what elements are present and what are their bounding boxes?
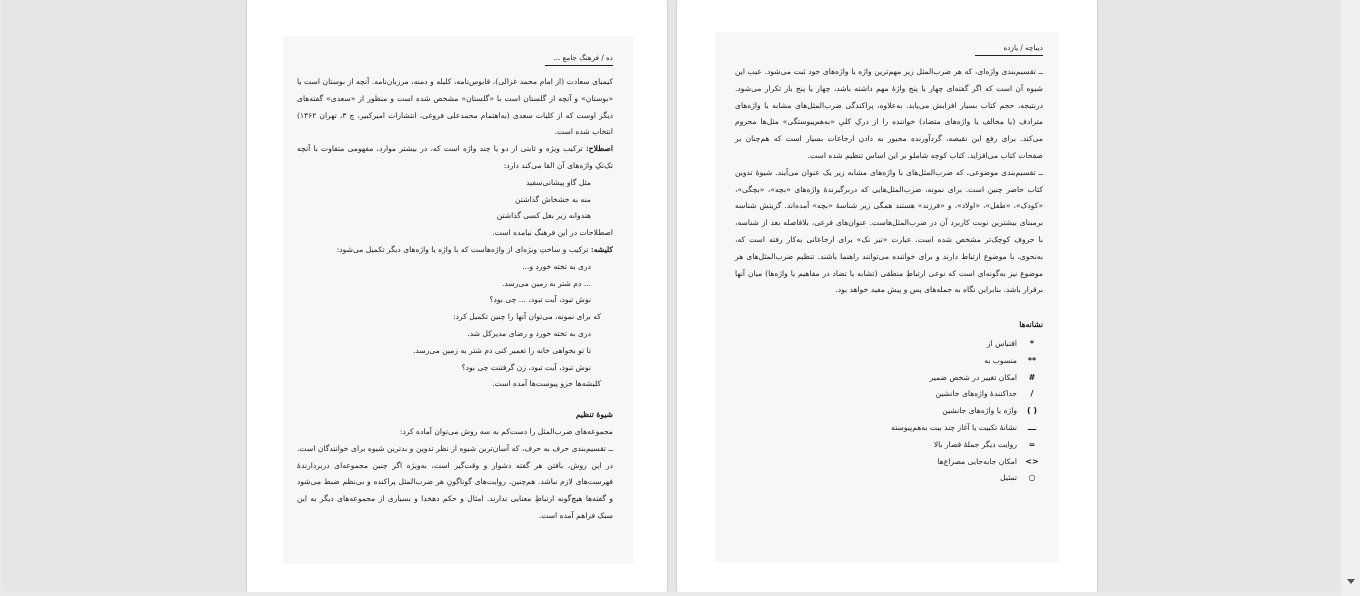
term-label: اصطلاح: (585, 144, 613, 154)
symbol-glyph: <> (1025, 456, 1039, 466)
example-line: ... دم شتر به زمین می‌رسد. (501, 278, 591, 288)
symbol-row (735, 470, 1043, 487)
symbol-label: امکان جابه‌جایی مصراع‌ها (937, 456, 1017, 466)
symbol-row (735, 420, 1043, 437)
symbol-glyph: # (1028, 372, 1036, 382)
definition-klishe (297, 242, 613, 259)
paragraph: ــ تقسیم‌بندی واژه‌ای، که هر ضرب‌المثل زیر مهم‌ترین واژه یا واژه‌های خود ثبت می‌شود. عیب این شیوه آن است که اگر گفته‌ای چهار یا پنج واژهٔ مهم داشته باشد، چهار یا پنج بار تکرار می‌شود. درنتیجه، حجم کتاب بسیار افزایش می‌یابد. به‌علاوه، پراکندگی ضرب‌المثل‌های مشابه یا واژه‌های مترادف (یا مخالف یا واژه‌های متضاد) خواننده را از درکِ کلیِ «به‌هم‌پیوستگی» مثل‌ها محروم می‌کند. برای رفع این نقیصه، گردآورنده مجبور به دادن ارجاعات بسیار است که هم‌چنان بر صفحات کتاب می‌افزاید. کتاب کوچه شاملو بر این اساس تنظیم شده است. (735, 67, 1043, 160)
example-line: هندوانه زیر بغل کسی گذاشتن (496, 211, 591, 221)
symbol-label: امکان تغییر در شخص ضمیر (929, 372, 1017, 382)
symbol-label: روایت دیگر جملهٔ قصار بالا (933, 439, 1017, 449)
symbol-row (735, 336, 1043, 353)
symbol-label: نشانهٔ تکبیت یا آغاز چند بیت به‌هم‌پیوسته (891, 422, 1017, 432)
symbol-row (735, 403, 1043, 420)
symbol-glyph: / (1030, 389, 1034, 399)
page-left (247, 0, 667, 592)
example-line: تا تو بخواهی خانه را تعمیر کنی دم شتر به زمین می‌رسد. (413, 345, 591, 355)
symbol-glyph: ○ (1028, 473, 1036, 483)
paragraph: مجموعه‌های ضرب‌المثل را دست‌کم به سه روش می‌توان آماده کرد: (399, 426, 613, 436)
symbol-row (735, 386, 1043, 403)
symbol-label: جداکنندهٔ واژه‌های جانشین (935, 389, 1017, 399)
document-viewer[interactable] (2, 0, 1340, 592)
example-line: مثل گاو پیشانی‌سفید (526, 177, 591, 187)
symbol-label: واژه یا واژه‌های جانشین (942, 406, 1017, 416)
symbol-glyph: ** (1027, 355, 1037, 365)
symbol-row (735, 353, 1043, 370)
section-heading: شیوهٔ تنظیم (575, 410, 613, 420)
symbol-glyph: = (1028, 439, 1036, 449)
example-line: که برای نمونه، می‌توان آنها را چنین تکمیل کرد: (453, 312, 601, 322)
symbol-glyph: * (1029, 338, 1035, 348)
symbol-label: منسوب به (984, 355, 1017, 365)
symbol-row (735, 437, 1043, 454)
paragraph: ــ تقسیم‌بندی حرف به حرف، که آسان‌ترین شیوه از نظر تدوین و بدترین شیوه برای خوانندگان است. در این روش، یافتن هر گفته دشوار و وقت‌گیر است، به‌ویژه اگر چنین مجموعه‌ای دربردارندهٔ فهرست‌های لازم نباشد. هم‌چنین، روایت‌های گوناگونِ هر ضرب‌المثل پراکنده و بی‌نظم ضبط می‌شود و گفته‌ها هیچ‌گونه ارتباطِ معنایی ندارند. امثال و حکم دهخدا و بسیاری از مجموعه‌های دیگر به این سبک فراهم آمده است. (297, 443, 613, 520)
symbol-row (735, 370, 1043, 387)
symbol-label: اقتباس از (986, 338, 1017, 348)
example-line: دری به تخته خورد و... (522, 261, 591, 271)
scroll-down-arrow-icon[interactable] (1347, 579, 1355, 584)
page-right (677, 0, 1097, 592)
example-line: دری به تخته خورد و رضای مدیرکل شد. (467, 328, 591, 338)
example-line: نوش تبود، آیت تبود، ... چی بود؟ (489, 295, 591, 305)
term-text: ترکیب ویژه و ثابتی از دو یا چند واژه است که، در بیشتر موارد، مفهومی متفاوت با آنچه تک‌تکِ واژه‌های آن القا می‌کند دارد: (297, 144, 613, 170)
symbol-glyph: ( ) (1026, 406, 1038, 416)
paragraph: کیمیای سعادت (از امام محمد غزالی)، قابوس‌نامه، کلیله و دمنه، مرزبان‌نامه. آنچه از بوستان است یا «بوستان» و آنچه از گلستان است با «گلستان» مشخص شده است و منظور از «سعدی» گفته‌های دیگر اوست که از کلیات سعدی (به‌اهتمام محمدعلی فروغی، انتشارات امیرکبیر، چ ۳، تهران ۱۳۶۲) انتخاب شده است. (297, 77, 613, 137)
vertical-scrollbar[interactable] (1342, 0, 1360, 596)
page-text (735, 40, 1043, 487)
example-line: نوش تبود، آیت تبود، زن گرفتنت چی بود؟ (461, 362, 591, 372)
running-head: ده / فرهنگ جامع ... (545, 52, 613, 66)
term-label: کلیشه: (590, 244, 613, 254)
note-line: اصطلاحات در این فرهنگ نیامده است. (492, 228, 613, 238)
scanned-page-image (283, 36, 633, 564)
paragraph: ــ تقسیم‌بندی موضوعی، که ضرب‌المثل‌های با واژه‌های مشابه زیر یک عنوان می‌آیند. شیوهٔ تدوین کتاب حاضر چنین است. برای نمونه، ضرب‌المثل‌هایی که دربرگیرندهٔ واژه‌های «بچه»، «بچگی»، «کودک»، «طفل»، «اولاد»، و «فرزند» هستند همگی زیر شناسهٔ «بچه» آمده‌اند. گزینش شناسه برمبنای بیشترین نوبت کاربرد آن در ضرب‌المثل‌هاست. عنوان‌های فرعی، بلافاصله بعد از شناسه، با حروف کوچک‌تر مشخص شده است. عبارت «نیز نک» برای ارجاعاتی به‌کار رفته است که، به‌نحوی، با موضوع ارتباط دارند و برای خواننده می‌توانند راهنما باشند. تنظیم ضرب‌المثل‌های هر موضوع نیز به‌گونه‌ای است که نوعی ارتباطِ منطقی (تشابه یا تضاد در مفاهیم یا واژه‌ها) میان آنها برقرار باشد. بنابراین نگاه به جمله‌های پس و پیش مفید خواهد بود. (735, 167, 1043, 295)
term-text: ترکیب و ساختِ ویژه‌ای از واژه‌هاست که با واژه یا واژه‌های دیگر تکمیل می‌شود: (336, 244, 589, 254)
symbol-row (735, 454, 1043, 471)
example-line: منه به خشخاش گذاشتن (515, 194, 591, 204)
note-line: کلیشه‌ها جزو پیوست‌ها آمده است. (492, 379, 601, 389)
symbol-label: تمثیل (1000, 473, 1017, 483)
symbol-glyph: ـــ (1027, 422, 1037, 432)
running-head: دیباچه / یازده (975, 42, 1043, 56)
page-text (297, 50, 613, 525)
definition-istilah (297, 141, 613, 175)
symbols-heading: نشانه‌ها (1019, 320, 1043, 330)
scanned-page-image (715, 32, 1059, 562)
